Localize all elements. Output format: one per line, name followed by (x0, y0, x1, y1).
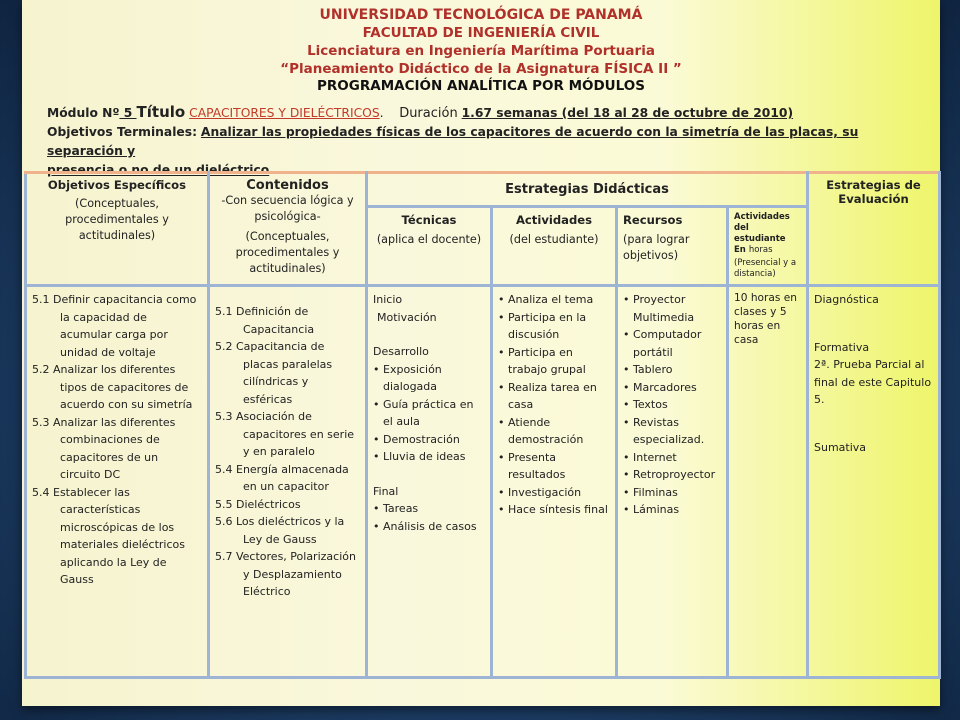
objectives-text-2: presencia o no de un dieléctrico (47, 163, 270, 177)
horas-cell (728, 286, 808, 678)
header-recursos (617, 207, 728, 286)
evaluacion-cell (808, 286, 940, 678)
tecnicas-desarrollo-list (373, 361, 485, 466)
header (22, 6, 940, 95)
header-contenidos-sub2: (Conceptuales, procedimentales y actitudinales) (235, 230, 340, 275)
header-estrategias (367, 173, 808, 207)
faculty-name: FACULTAD DE INGENIERÍA CIVIL (362, 25, 600, 41)
contenido-item: 5.5 Dieléctricos (215, 497, 301, 511)
tecnica-item: • Tareas (373, 500, 485, 518)
header-objetivos-sub: (Conceptuales, procedimentales y actitudinales) (65, 197, 169, 242)
header-horas (728, 207, 808, 286)
header-horas-unit: horas (748, 245, 773, 255)
recurso-item: • Revistas especializad. (623, 414, 721, 449)
eval-diagnostica: Diagnóstica (814, 293, 879, 306)
recurso-item: • Láminas (623, 501, 721, 519)
header-horas-sub: (Presencial y a distancia) (734, 258, 797, 279)
tecnicas-inicio: Inicio (373, 293, 403, 306)
horas-value: 10 horas en clases y 5 horas en casa (734, 292, 798, 346)
recurso-item: • Proyector Multimedia (623, 291, 721, 326)
header-contenidos (209, 173, 367, 286)
eval-formativa: Formativa (814, 340, 870, 354)
header-tecnicas-sub: (aplica el docente) (376, 233, 482, 246)
header-evaluacion-title: Estrategias de Evaluación (826, 178, 921, 206)
actividades-cell (492, 286, 617, 678)
recurso-item: • Tablero (623, 361, 721, 379)
eval-formativa-detail: 2ª. Prueba Parcial al final de este Capitulo 5. (814, 358, 932, 406)
tecnicas-final-list (373, 500, 485, 535)
tecnica-item: • Demostración (373, 431, 485, 449)
tecnica-item: • Guía práctica en el aula (373, 396, 485, 431)
tecnica-item: • Exposición dialogada (373, 361, 485, 396)
contenido-item: 5.2 Capacitancia de placas paralelas cilíndricas y esféricas (215, 340, 333, 406)
objetivos-cell (26, 286, 209, 678)
recurso-item: • Marcadores (623, 379, 721, 397)
header-actividades-title: Actividades (515, 213, 593, 227)
plan-table (24, 171, 941, 679)
actividad-item: • Participa en la discusión (498, 309, 610, 344)
module-info: Módulo Nº 5 Título CAPACITORES Y DIELÉCTRICOS. Duración 1.67 semanas (del 18 al 28 de octubre de 2010) Objetivos Terminales: Analizar las propiedades físicas de los capacitores de acuerdo con la simetría de las placas, su separación y presencia o no de un dieléctrico (47, 103, 859, 177)
header-contenidos-title: Contenidos (246, 178, 329, 193)
degree-name: Licenciatura en Ingeniería Marítima Portuaria (307, 43, 655, 59)
header-objetivos (26, 173, 209, 286)
module-number: 5 (119, 106, 137, 120)
recurso-item: • Computador portátil (623, 326, 721, 361)
tecnicas-motivacion: Motivación (377, 310, 437, 324)
header-horas-en: En (734, 245, 746, 255)
eval-sumativa: Sumativa (814, 440, 867, 454)
title-label: Título (136, 103, 186, 121)
actividad-item: • Analiza el tema (498, 291, 610, 309)
program-title: PROGRAMACIÓN ANALÍTICA POR MÓDULOS (317, 78, 645, 94)
header-contenidos-sub1: -Con secuencia lógica y psicológica- (221, 194, 354, 223)
header-tecnicas (367, 207, 492, 286)
tecnicas-final: Final (373, 484, 399, 498)
header-tecnicas-title: Técnicas (401, 213, 457, 227)
course-plan-title: “Planeamiento Didáctico de la Asignatura FÍSICA II ” (280, 61, 682, 77)
contenido-item: 5.7 Vectores, Polarización y Desplazamiento Eléctrico (215, 550, 356, 598)
recurso-item: • Retroproyector (623, 466, 721, 484)
tecnicas-desarrollo: Desarrollo (373, 345, 429, 358)
contenido-item: 5.1 Definición de Capacitancia (215, 305, 315, 336)
header-objetivos-title: Objetivos Específicos (47, 178, 187, 192)
tecnica-item: • Análisis de casos (373, 518, 485, 536)
duration-value: 1.67 semanas (del 18 al 28 de octubre de 2010) (461, 106, 794, 120)
actividades-list (498, 291, 610, 519)
header-actividades-sub: (del estudiante) (509, 233, 599, 246)
header-evaluacion (808, 173, 940, 286)
actividad-item: • Atiende demostración (498, 414, 610, 449)
actividad-item: • Investigación (498, 484, 610, 502)
recurso-item: • Internet (623, 449, 721, 467)
objectives-text: Analizar las propiedades físicas de los capacitores de acuerdo con la simetría de las placas, su separación y (47, 125, 859, 158)
objetivo-item: 5.1 Definir capacitancia como la capacidad de acumular carga por unidad de voltaje (32, 293, 197, 359)
recursos-cell (617, 286, 728, 678)
module-title: CAPACITORES Y DIELÉCTRICOS (189, 106, 380, 120)
header-estrategias-title: Estrategias Didácticas (505, 182, 669, 197)
duration-label: Duración (399, 106, 458, 121)
objectives-label: Objetivos Terminales: (47, 125, 197, 139)
header-horas-title: Actividades del estudiante (734, 212, 790, 244)
actividad-item: • Hace síntesis final (498, 501, 610, 519)
header-recursos-title: Recursos (623, 213, 683, 227)
recurso-item: • Textos (623, 396, 721, 414)
contenido-item: 5.6 Los dieléctricos y la Ley de Gauss (215, 515, 345, 546)
module-label: Módulo Nº (47, 106, 120, 120)
header-recursos-sub: (para lograr objetivos) (623, 233, 690, 262)
actividad-item: • Participa en trabajo grupal (498, 344, 610, 379)
header-actividades (492, 207, 617, 286)
contenido-item: 5.4 Energía almacenada en un capacitor (215, 462, 349, 493)
contenido-item: 5.3 Asociación de capacitores en serie y en paralelo (215, 410, 355, 458)
recurso-item: • Filminas (623, 484, 721, 502)
university-name: UNIVERSIDAD TECNOLÓGICA DE PANAMÁ (319, 7, 643, 23)
actividad-item: • Presenta resultados (498, 449, 610, 484)
actividad-item: • Realiza tarea en casa (498, 379, 610, 414)
objetivo-item: 5.3 Analizar las diferentes combinaciones de capacitores de un circuito DC (32, 415, 176, 481)
contenidos-cell (209, 286, 367, 678)
tecnica-item: • Lluvia de ideas (373, 448, 485, 466)
slide (22, 0, 940, 706)
recursos-list (623, 291, 721, 519)
tecnicas-cell (367, 286, 492, 678)
objetivo-item: 5.2 Analizar los diferentes tipos de capacitores de acuerdo con su simetría (32, 363, 193, 411)
objetivo-item: 5.4 Establecer las características microscópicas de los materiales dieléctricos aplicando la Ley de Gauss (32, 485, 185, 586)
